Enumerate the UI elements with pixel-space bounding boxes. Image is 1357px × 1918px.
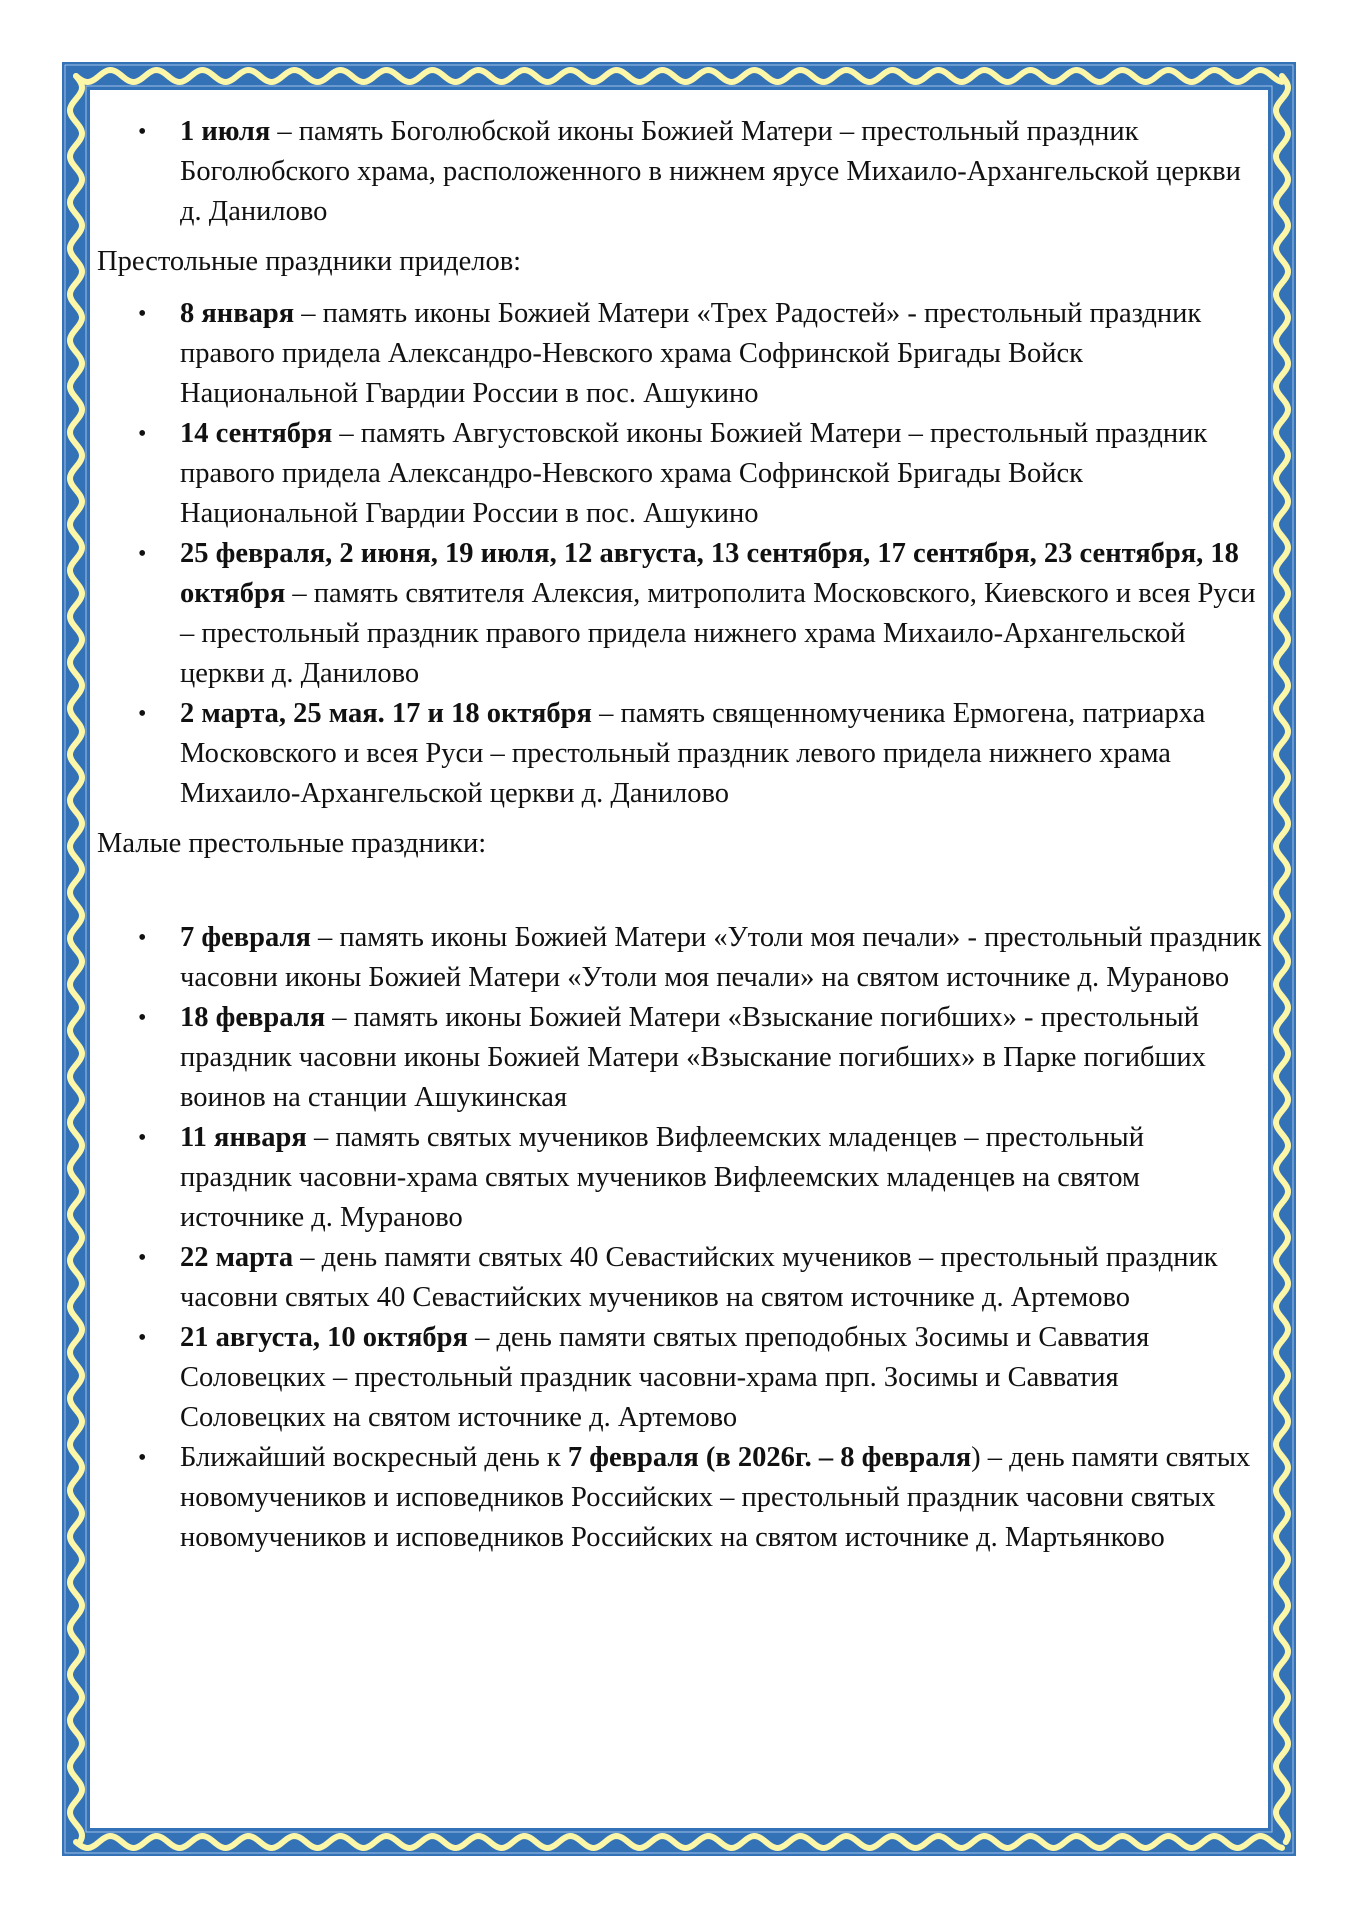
empty-line [97,876,1262,918]
item-prefix: Ближайший воскресный день к [180,1442,568,1473]
item-text: – память иконы Божией Матери «Трех Радостей» - престольный праздник правого придела Александро-Невского храма Софринской Бригады Войск Национальной Гвардии России в пос. Ашукино [180,298,1202,409]
bullet-icon: • [138,1245,147,1271]
list-item [138,998,1262,1118]
list-item [138,918,1262,998]
item-date: 18 февраля [180,1002,326,1033]
item-date: 11 января [180,1122,307,1153]
item-date: 7 февраля (в 2026г. – 8 февраля [567,1442,972,1473]
list-item [138,414,1262,534]
item-text: – память Августовской иконы Божией Матери – престольный праздник правого придела Александро-Невского храма Софринской Бригады Войск Национальной Гвардии России в пос. Ашукино [180,418,1208,529]
item-text: – память иконы Божией Матери «Взыскание погибших» - престольный праздник часовни иконы Божией Матери «Взыскание погибших» в Парке погибших воинов на станции Ашукинская [180,1002,1206,1113]
bullet-icon: • [138,301,147,327]
item-text: – память Боголюбской иконы Божией Матери – престольный праздник Боголюбского храма, расположенного в нижнем ярусе Михаило-Архангельской церкви д. Данилово [180,116,1241,227]
item-date: 21 августа, 10 октября [180,1322,468,1353]
bullet-icon: • [138,119,147,145]
holiday-list-minor [97,918,1262,1558]
list-item [138,694,1262,814]
item-text: ) – день памяти святых новомучеников и исповедников Российских – престольный праздник часовни святых новомучеников и исповедников Российских на святом источнике д. Мартьянково [180,1442,1251,1553]
bullet-icon: • [138,1005,147,1031]
list-item [138,1318,1262,1438]
bullet-icon: • [138,1445,147,1471]
section-heading-minor: Малые престольные праздники: [97,828,487,859]
list-item [138,112,1262,232]
bullet-icon: • [138,1125,147,1151]
item-date: 22 марта [180,1242,294,1273]
item-date: 25 февраля, 2 июня, 19 июля, 12 августа, 13 сентября, 17 сентября, 23 сентября, 18 октября [180,538,1239,609]
section-heading-chapels: Престольные праздники приделов: [97,246,522,277]
list-item [138,294,1262,414]
item-date: 1 июля [180,116,271,147]
item-text: – память святителя Алексия, митрополита Московского, Киевского и всея Руси – престольный праздник правого придела нижнего храма Михаило-Архангельской церкви д. Данилово [180,578,1256,689]
list-item [138,534,1262,694]
document-body [97,112,1262,1558]
item-date: 2 марта, 25 мая. 17 и 18 октября [180,698,592,729]
list-item [138,1438,1262,1558]
item-date: 7 февраля [180,922,311,953]
bullet-icon: • [138,541,147,567]
item-date: 14 сентября [180,418,333,449]
item-text: – память святых мучеников Вифлеемских младенцев – престольный праздник часовни-храма святых мучеников Вифлеемских младенцев на святом источнике д. Мураново [180,1122,1144,1233]
item-text: – день памяти святых преподобных Зосимы и Савватия Соловецких – престольный праздник часовни-храма прп. Зосимы и Савватия Соловецких на святом источнике д. Артемово [180,1322,1150,1433]
item-date: 8 января [180,298,295,329]
list-item [138,1118,1262,1238]
item-text: – день памяти святых 40 Севастийских мучеников – престольный праздник часовни святых 40 Севастийских мучеников на святом источнике д. Артемово [180,1242,1218,1313]
list-item [138,1238,1262,1318]
bullet-icon: • [138,421,147,447]
bullet-icon: • [138,701,147,727]
holiday-list-chapels [97,294,1262,814]
holiday-list-main [97,112,1262,232]
bullet-icon: • [138,1325,147,1351]
item-text: – память священномученика Ермогена, патриарха Московского и всея Руси – престольный праздник левого придела нижнего храма Михаило-Архангельской церкви д. Данилово [180,698,1206,809]
item-text: – память иконы Божией Матери «Утоли моя печали» - престольный праздник часовни иконы Божией Матери «Утоли моя печали» на святом источнике д. Мураново [180,922,1262,993]
bullet-icon: • [138,925,147,951]
